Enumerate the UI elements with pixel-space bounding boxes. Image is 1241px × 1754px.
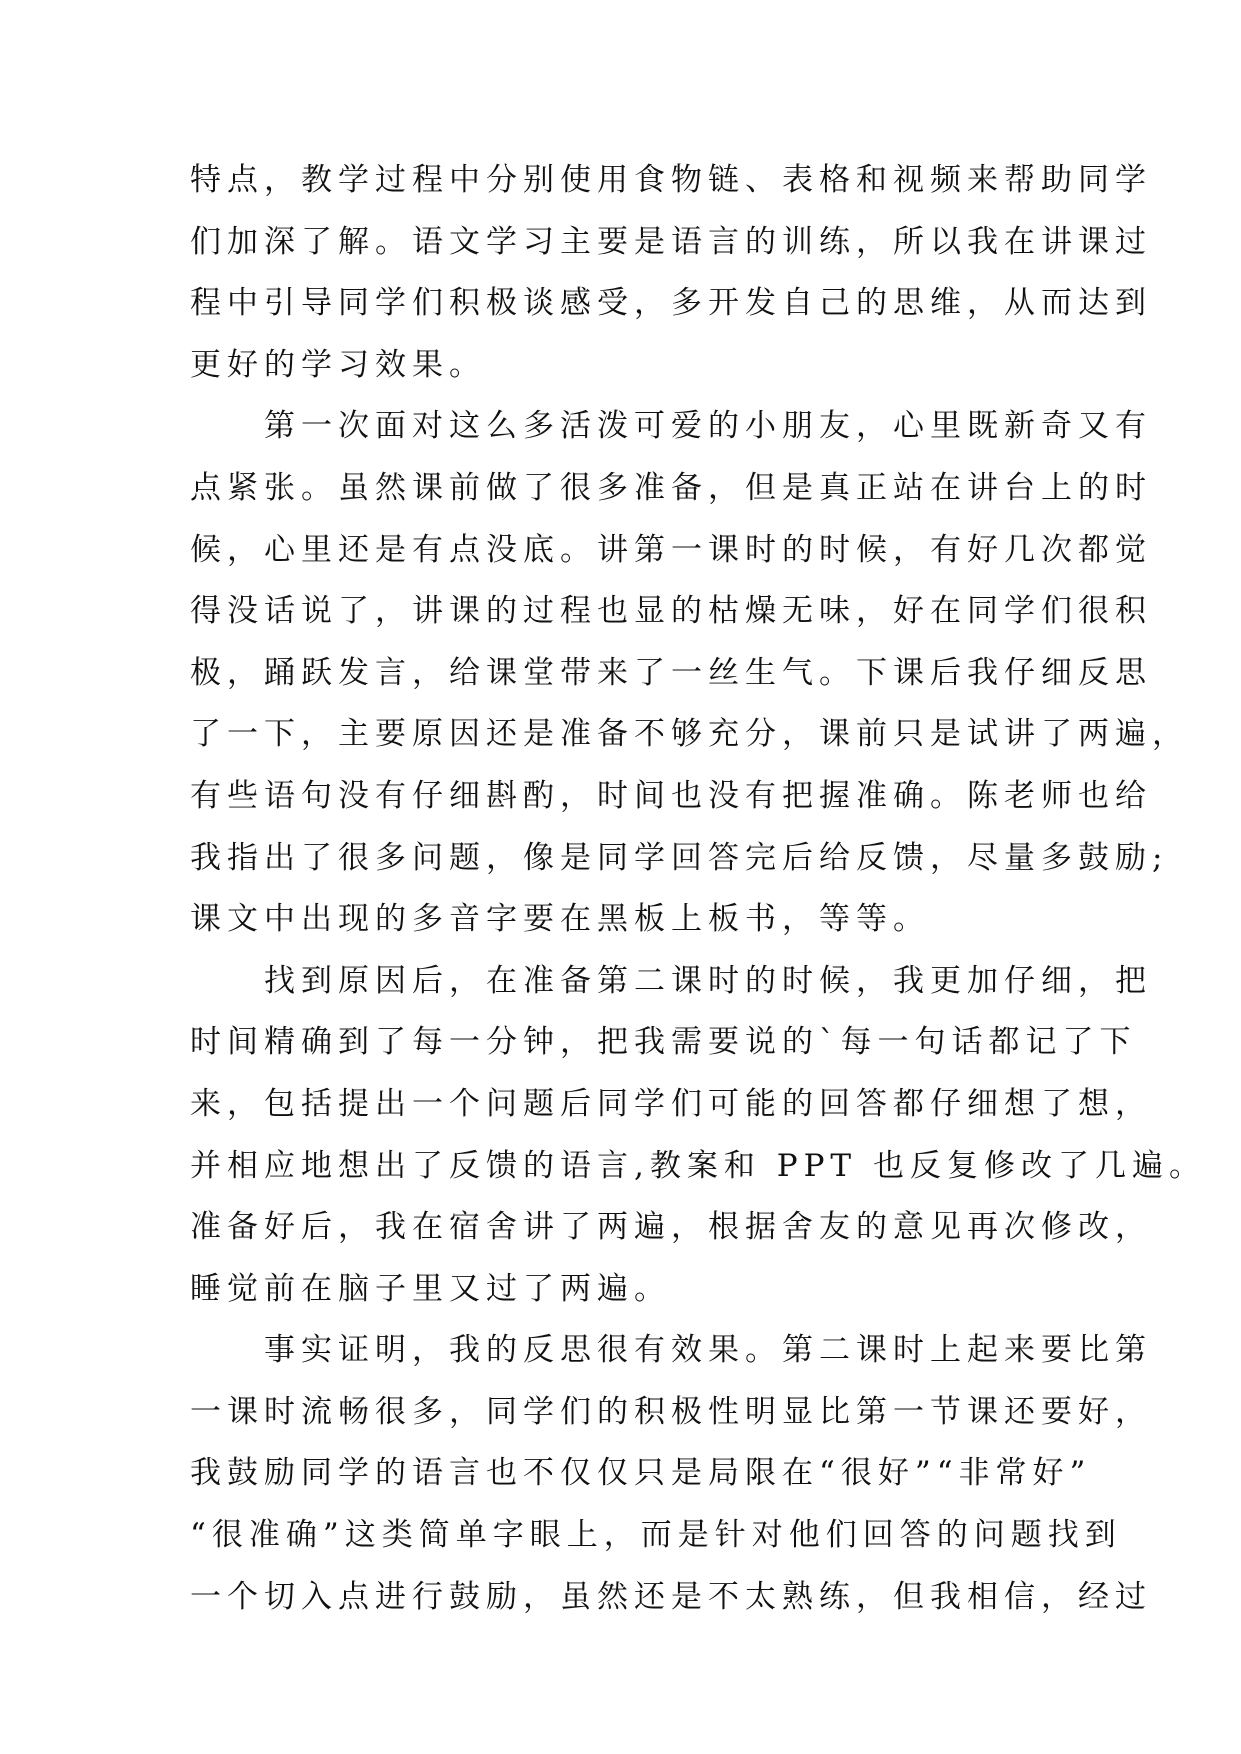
- text-line: 了一下，主要原因还是准备不够充分，课前只是试讲了两遍，: [190, 716, 1189, 753]
- text-line: 准备好后，我在宿舍讲了两遍，根据舍友的意见再次修改，: [190, 1209, 1152, 1246]
- text-line: 得没话说了，讲课的过程也显的枯燥无味，好在同学们很积: [190, 593, 1152, 630]
- text-line: 第一次面对这么多活泼可爱的小朋友，心里既新奇又有: [190, 408, 1152, 445]
- text-line: 时间精确到了每一分钟，把我需要说的`每一句话都记了下: [190, 1024, 1137, 1061]
- text-line: 有些语句没有仔细斟酌，时间也没有把握准确。陈老师也给: [190, 777, 1152, 814]
- text-line: 极，踊跃发言，给课堂带来了一丝生气。下课后我仔细反思: [190, 654, 1152, 691]
- text-line: 程中引导同学们积极谈感受，多开发自己的思维，从而达到: [190, 285, 1152, 322]
- text-line: 特点，教学过程中分别使用食物链、表格和视频来帮助同学: [190, 162, 1152, 198]
- text-line: 找到原因后，在准备第二课时的时候，我更加仔细，把: [190, 962, 1152, 999]
- text-line: 一课时流畅很多，同学们的积极性明显比第一节课还要好，: [190, 1393, 1152, 1430]
- text-line: 睡觉前在脑子里又过了两遍。: [190, 1270, 671, 1307]
- text-line: 来，包括提出一个问题后同学们可能的回答都仔细想了想，: [190, 1085, 1152, 1122]
- text-line: 课文中出现的多音字要在黑板上板书，等等。: [190, 901, 930, 938]
- text-line: 我鼓励同学的语言也不仅仅只是局限在“很好”“非常好”: [190, 1455, 1092, 1492]
- text-line: 候，心里还是有点没底。讲第一课时的时候，有好几次都觉: [190, 531, 1152, 568]
- text-line: 我指出了很多问题，像是同学回答完后给反馈，尽量多鼓励;: [190, 839, 1169, 876]
- text-line: 们加深了解。语文学习主要是语言的训练，所以我在讲课过: [190, 223, 1152, 260]
- text-line: “很准确”这类简单字眼上，而是针对他们回答的问题找到: [190, 1517, 1122, 1554]
- text-line: 并相应地想出了反馈的语言,教案和 PPT 也反复修改了几遍。: [190, 1147, 1206, 1184]
- text-line: 更好的学习效果。: [190, 346, 486, 383]
- text-line: 一个切入点进行鼓励，虽然还是不太熟练，但我相信，经过: [190, 1578, 1152, 1615]
- text-line: 点紧张。虽然课前做了很多准备，但是真正站在讲台上的时: [190, 469, 1152, 506]
- body-text: [190, 150, 1206, 1628]
- text-line: 事实证明，我的反思很有效果。第二课时上起来要比第: [190, 1332, 1152, 1369]
